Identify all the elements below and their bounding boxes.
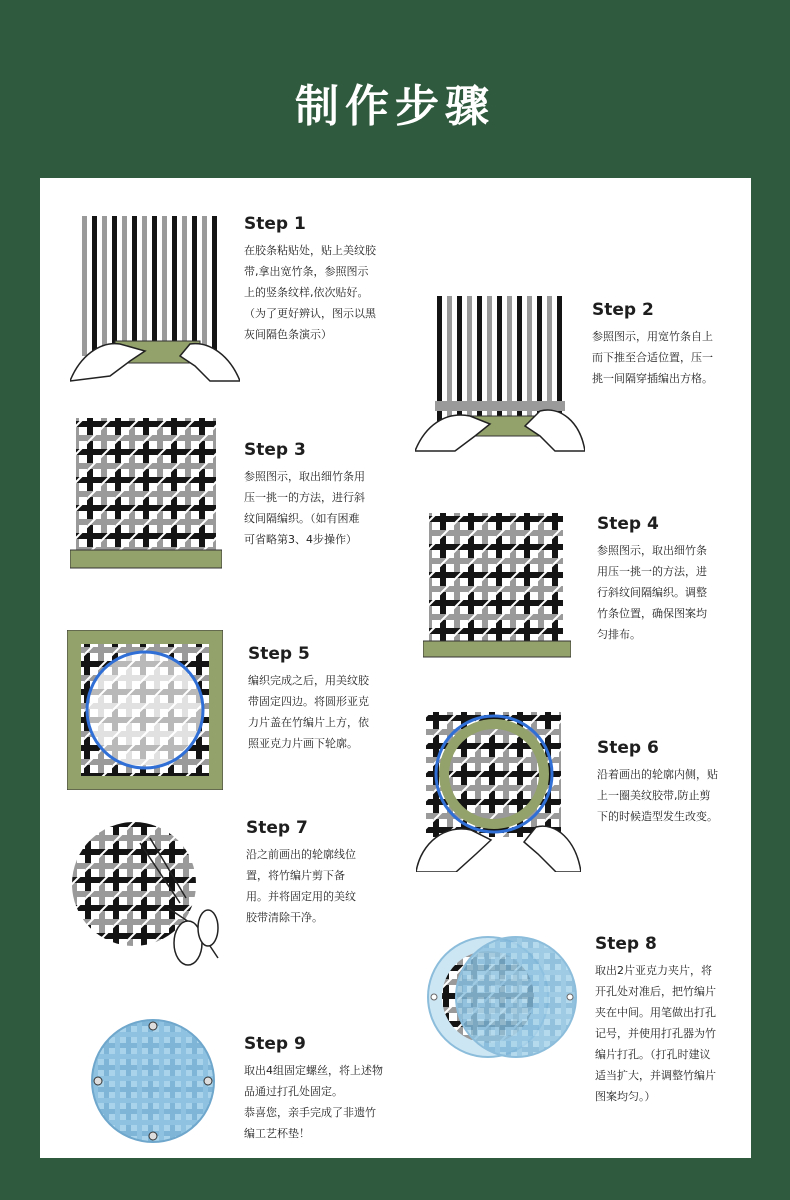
step-2-label: Step 2 xyxy=(592,300,654,320)
step-6-text: 沿着画出的轮廓内侧，贴 上一圈美纹胶带,防止剪 下的时候造型发生改变。 xyxy=(597,768,718,823)
step-5-text: 编织完成之后，用美纹胶 带固定四边。将圆形亚克 力片盖在竹编片上方，依 照亚克力片画下轮廓。 xyxy=(248,674,369,750)
step-3-text: 参照图示，取出细竹条用 压一挑一的方法，进行斜 纹间隔编织。（如有困难 可省略第3、4步操作） xyxy=(244,470,365,546)
step-4-label: Step 4 xyxy=(597,514,659,534)
step-9 xyxy=(244,1034,383,1144)
step-5-label: Step 5 xyxy=(248,644,310,664)
step-1-text: 在胶条粘贴处，贴上美纹胶 带,拿出宽竹条，参照图示 上的竖条纹样,依次贴好。 （为了更好辨认，图示以黑 灰间隔色条演示） xyxy=(244,244,376,341)
step-4 xyxy=(597,514,707,645)
step9-illustration xyxy=(90,1018,218,1146)
step-7 xyxy=(246,818,356,928)
step-6 xyxy=(597,738,718,827)
step3-illustration xyxy=(70,418,222,570)
step7-illustration xyxy=(68,818,228,978)
page-title: 制作步骤 xyxy=(295,81,495,132)
step8-illustration xyxy=(426,934,578,1064)
step-3 xyxy=(244,440,365,550)
step-6-label: Step 6 xyxy=(597,738,659,758)
step-4-text: 参照图示，取出细竹条 用压一挑一的方法，进 行斜纹间隔编织。调整 竹条位置，确保图案均 匀排布。 xyxy=(597,544,707,641)
step-9-text: 取出4组固定螺丝，将上述物 品通过打孔处固定。 恭喜您，亲手完成了非遗竹 编工艺杯垫！ xyxy=(244,1064,383,1140)
step-3-label: Step 3 xyxy=(244,440,306,460)
step4-illustration xyxy=(423,513,571,658)
step-5 xyxy=(248,644,369,754)
step-9-label: Step 9 xyxy=(244,1034,306,1054)
step-1 xyxy=(244,214,376,345)
step-7-text: 沿之前画出的轮廓线位 置，将竹编片剪下备 用。并将固定用的美纹 胶带清除干净。 xyxy=(246,848,356,924)
step-8-text: 取出2片亚克力夹片，将 开孔处对准后，把竹编片 夹在中间。用笔做出打孔 记号，并使用打孔器为竹 编片打孔。（打孔时建议 适当扩大，并调整竹编片 图案均匀。） xyxy=(595,964,716,1103)
step1-illustration xyxy=(70,216,240,386)
step2-illustration xyxy=(415,296,585,456)
step5-illustration xyxy=(67,630,223,790)
step-8-label: Step 8 xyxy=(595,934,657,954)
step-1-label: Step 1 xyxy=(244,214,306,234)
step-8 xyxy=(595,934,716,1107)
steps-card xyxy=(40,178,751,1158)
step-7-label: Step 7 xyxy=(246,818,308,838)
step6-illustration xyxy=(416,712,581,872)
step-2-text: 参照图示，用宽竹条自上 而下推至合适位置，压一 挑一间隔穿插编出方格。 xyxy=(592,330,713,385)
step-2 xyxy=(592,300,713,389)
